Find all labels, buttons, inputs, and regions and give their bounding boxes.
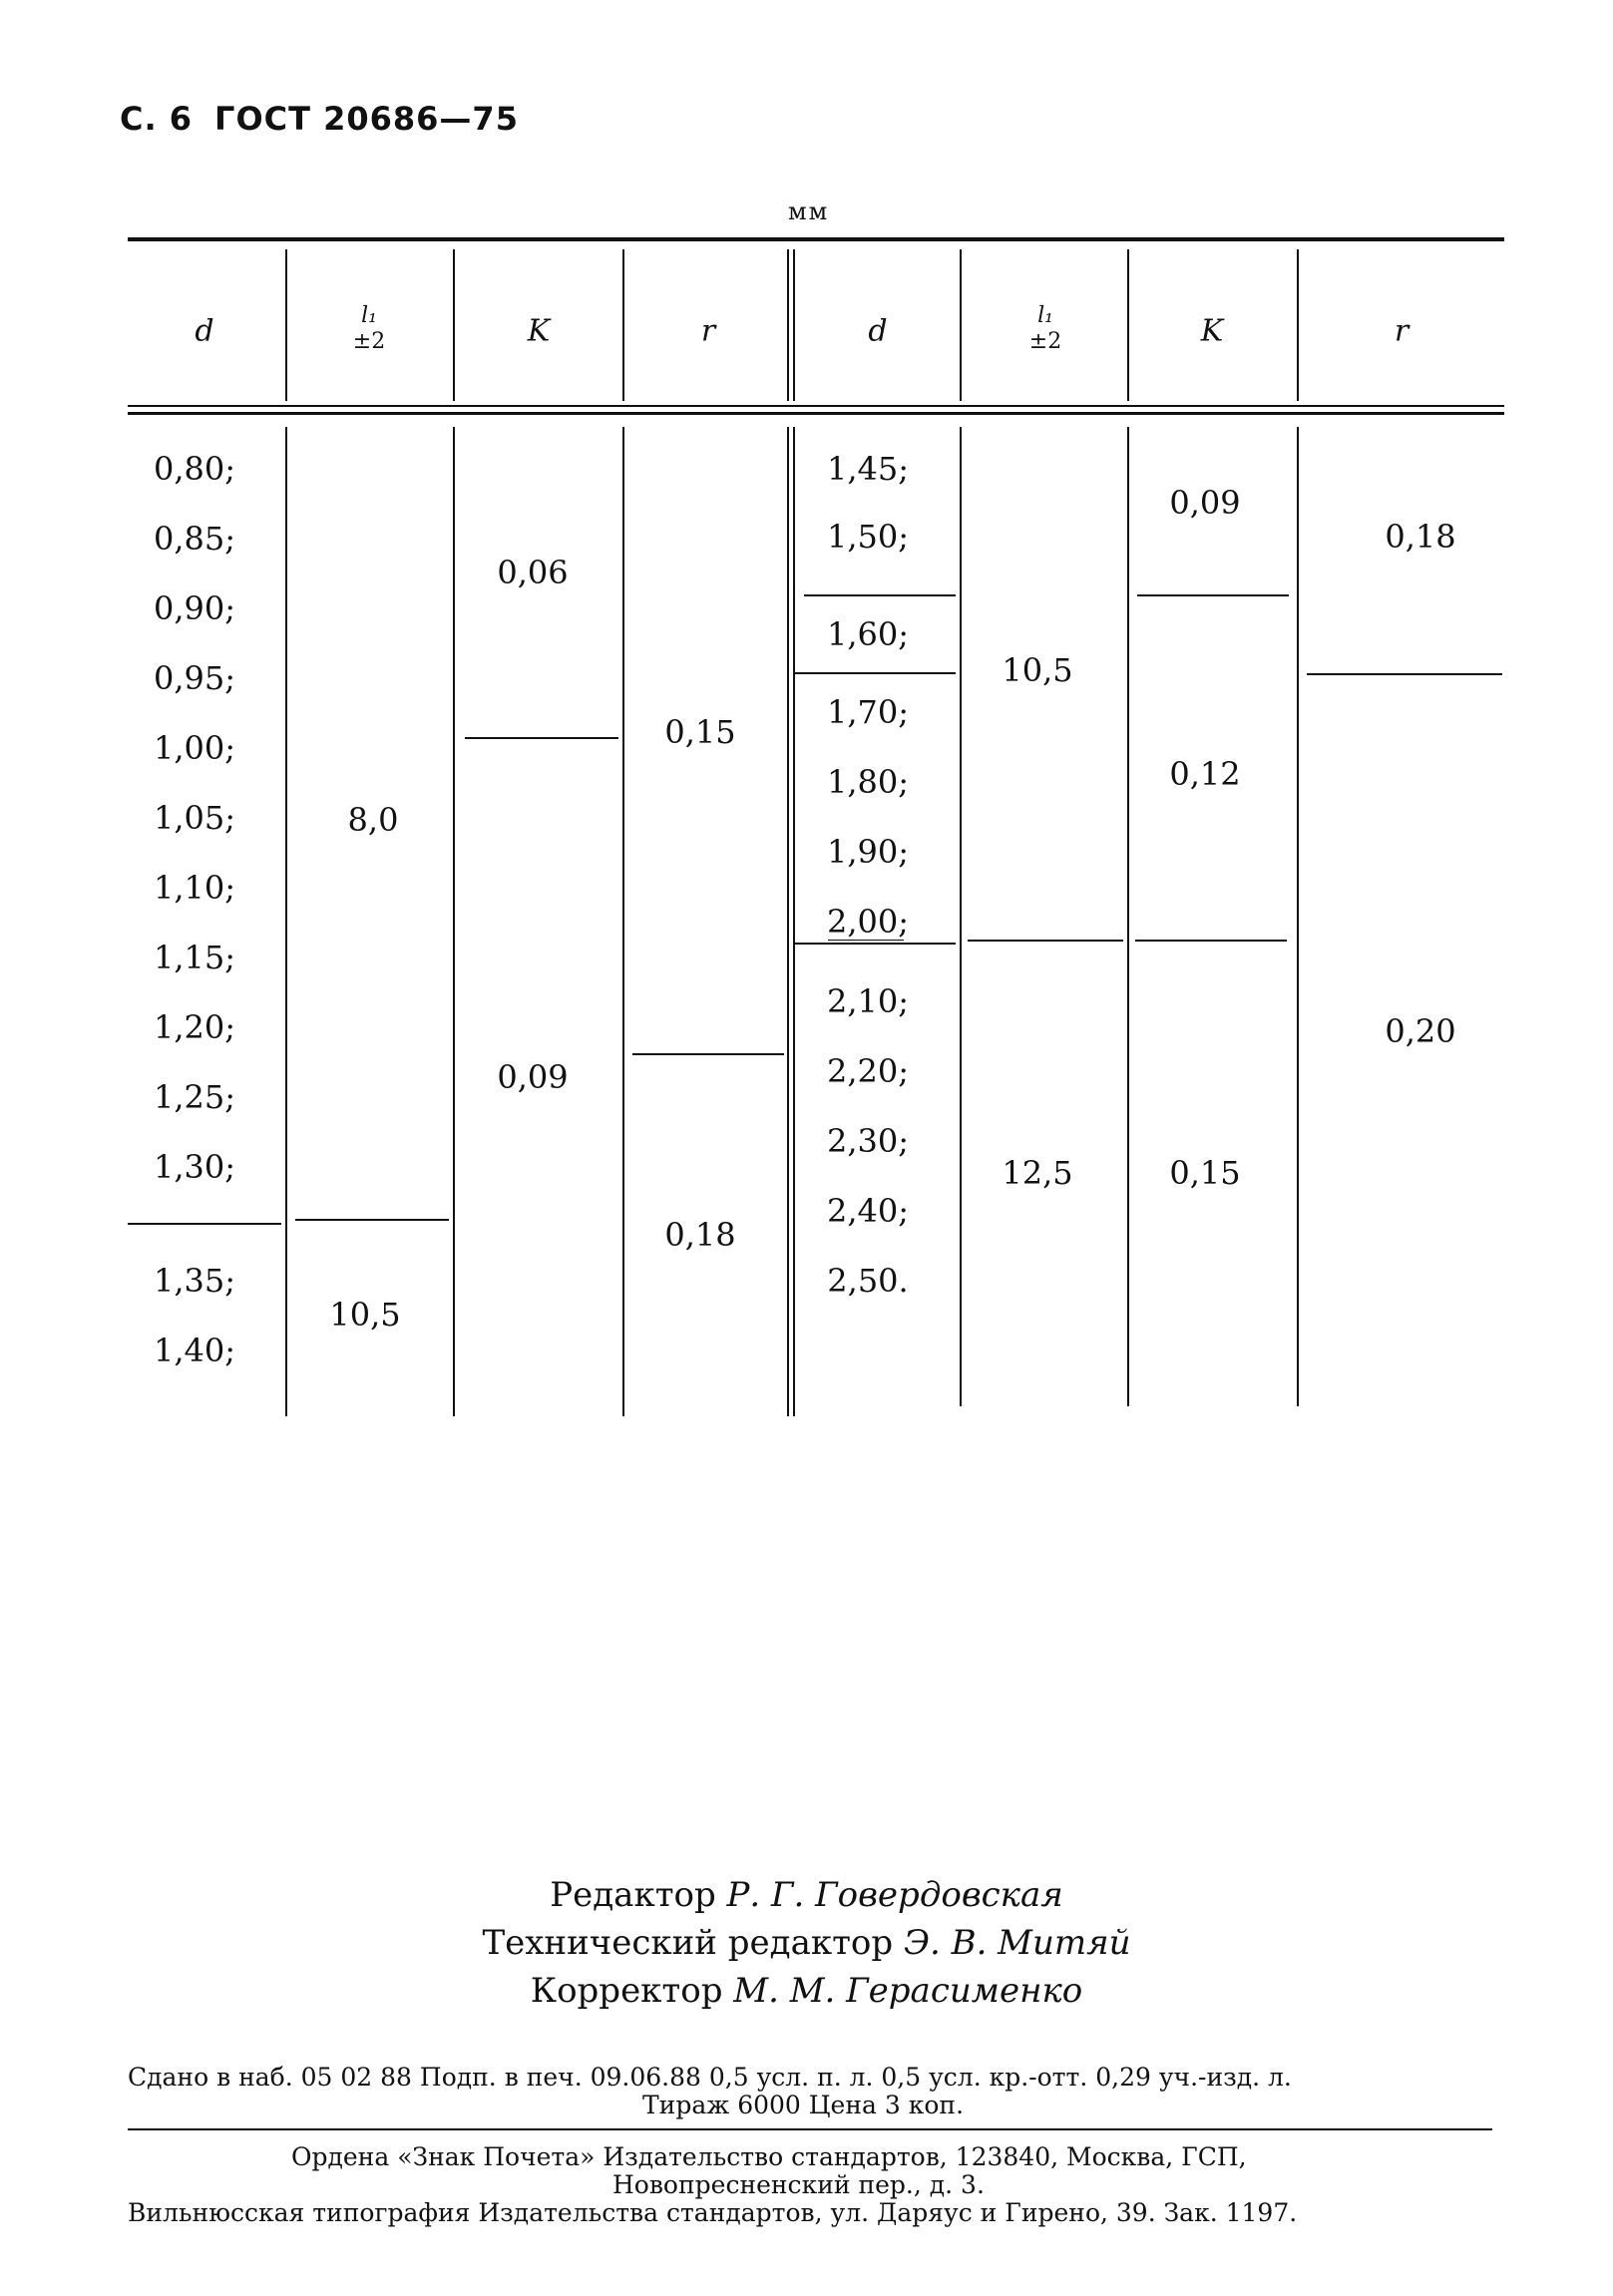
body-divider bbox=[1297, 427, 1299, 1406]
page-header bbox=[120, 100, 541, 138]
table-cell: 10,5 bbox=[329, 1296, 401, 1334]
table-cell: 12,5 bbox=[1002, 1154, 1073, 1192]
credit-name: Р. Г. Говердовская bbox=[726, 1875, 1063, 1915]
table-cell: 1,20; bbox=[153, 1008, 236, 1046]
group-separator bbox=[465, 737, 618, 739]
table-cell: 2,40; bbox=[826, 1192, 910, 1230]
table-cell: 1,40; bbox=[153, 1332, 236, 1369]
credit-editor bbox=[0, 1875, 1613, 1915]
header-divider bbox=[453, 249, 455, 401]
header-k: K bbox=[527, 313, 551, 349]
table-cell: 1,35; bbox=[153, 1262, 236, 1300]
table-cell: 0,95; bbox=[153, 659, 236, 697]
body-divider bbox=[793, 427, 795, 1416]
table-cell: 1,10; bbox=[153, 869, 236, 907]
header-divider bbox=[787, 249, 789, 401]
header-k-right: K bbox=[1200, 313, 1224, 349]
table-cell: 1,05; bbox=[153, 799, 236, 837]
table-cell: 10,5 bbox=[1002, 651, 1073, 689]
header-d-right: d bbox=[868, 313, 888, 349]
header-r-right: r bbox=[1394, 313, 1410, 349]
table-cell: 1,15; bbox=[153, 939, 236, 976]
group-separator bbox=[295, 1219, 449, 1221]
body-divider bbox=[622, 427, 624, 1416]
table-cell: 0,20 bbox=[1385, 1012, 1456, 1050]
credit-tech-editor bbox=[0, 1923, 1613, 1963]
group-separator bbox=[795, 943, 956, 945]
table-cell: 2,50. bbox=[827, 1262, 909, 1300]
imprint-rule bbox=[128, 2128, 1492, 2130]
table-cell: 0,09 bbox=[497, 1058, 569, 1096]
credit-name: Э. В. Митяй bbox=[903, 1923, 1131, 1963]
credit-role: Технический редактор bbox=[482, 1923, 894, 1963]
unit-label: мм bbox=[788, 197, 830, 225]
standard-number: ГОСТ 20686—75 bbox=[214, 100, 519, 138]
group-separator bbox=[1307, 673, 1502, 675]
table-top-rule bbox=[128, 237, 1504, 241]
group-separator bbox=[128, 1223, 281, 1225]
header-l1 bbox=[353, 303, 385, 355]
group-separator bbox=[632, 1053, 784, 1055]
imprint-line: Новопресненский пер., д. 3. bbox=[612, 2170, 985, 2199]
header-d: d bbox=[195, 313, 214, 349]
header-bottom-rule bbox=[128, 405, 1504, 407]
table-cell: 0,12 bbox=[1169, 755, 1241, 793]
table-cell: 0,18 bbox=[1385, 518, 1456, 556]
group-separator bbox=[795, 672, 956, 674]
table-cell: 1,90; bbox=[826, 833, 910, 871]
group-separator bbox=[804, 594, 956, 596]
header-divider bbox=[622, 249, 624, 401]
imprint-line: Вильнюсская типография Издательства стандартов, ул. Даряус и Гирено, 39. Зак. 1197. bbox=[128, 2198, 1298, 2227]
table-cell: 0,90; bbox=[153, 589, 236, 627]
table-cell: 1,00; bbox=[153, 729, 236, 767]
credit-corrector bbox=[0, 1971, 1613, 2011]
table-cell: 0,15 bbox=[1169, 1154, 1241, 1192]
table-cell: 1,50; bbox=[826, 518, 910, 556]
table-cell: 1,45; bbox=[826, 450, 910, 488]
header-divider bbox=[793, 249, 795, 401]
table-cell: 0,18 bbox=[664, 1216, 736, 1254]
body-divider bbox=[285, 427, 287, 1416]
imprint-line: Сдано в наб. 05 02 88 Подп. в печ. 09.06.88 0,5 усл. п. л. 0,5 усл. кр.-отт. 0,29 уч.-изд. л. bbox=[128, 2063, 1292, 2092]
table-cell: 2,10; bbox=[826, 982, 910, 1020]
group-separator bbox=[1135, 940, 1287, 942]
table-cell: 1,25; bbox=[153, 1078, 236, 1116]
imprint-line: Ордена «Знак Почета» Издательство стандартов, 123840, Москва, ГСП, bbox=[291, 2142, 1247, 2171]
credit-role: Редактор bbox=[550, 1875, 716, 1915]
header-divider bbox=[285, 249, 287, 401]
table-cell: 1,70; bbox=[826, 693, 910, 731]
table-cell: 0,15 bbox=[664, 713, 736, 751]
table-cell: 0,06 bbox=[497, 554, 569, 591]
header-divider bbox=[1297, 249, 1299, 401]
table-cell: 0,09 bbox=[1169, 484, 1241, 522]
body-divider bbox=[787, 427, 789, 1416]
credit-name: М. М. Герасименко bbox=[733, 1971, 1083, 2011]
header-l1-tolerance: ±2 bbox=[1028, 329, 1062, 354]
table-cell: 2,30; bbox=[826, 1122, 910, 1160]
body-divider bbox=[1127, 427, 1129, 1406]
body-divider bbox=[453, 427, 455, 1416]
imprint-line: Тираж 6000 Цена 3 коп. bbox=[642, 2091, 965, 2119]
header-l1-symbol: l₁ bbox=[1037, 303, 1053, 328]
table-cell: 1,80; bbox=[826, 763, 910, 801]
table-cell: 0,80; bbox=[153, 450, 236, 488]
header-l1-symbol: l₁ bbox=[361, 303, 377, 328]
table-cell: 1,60; bbox=[826, 615, 910, 653]
group-separator bbox=[1137, 594, 1289, 596]
table-cell: 2,00; bbox=[826, 903, 910, 941]
group-separator bbox=[968, 940, 1123, 942]
body-divider bbox=[960, 427, 962, 1406]
header-l1-right bbox=[1029, 303, 1061, 355]
header-divider bbox=[1127, 249, 1129, 401]
table-cell: 2,20; bbox=[826, 1052, 910, 1090]
header-divider bbox=[960, 249, 962, 401]
table-cell: 1,30; bbox=[153, 1148, 236, 1186]
page-label: С. 6 bbox=[120, 100, 194, 138]
header-r: r bbox=[700, 313, 716, 349]
table-cell: 0,85; bbox=[153, 520, 236, 558]
header-bottom-rule-2 bbox=[128, 412, 1504, 415]
table-cell: 8,0 bbox=[347, 801, 399, 839]
header-l1-tolerance: ±2 bbox=[352, 329, 386, 354]
credit-role: Корректор bbox=[530, 1971, 723, 2011]
